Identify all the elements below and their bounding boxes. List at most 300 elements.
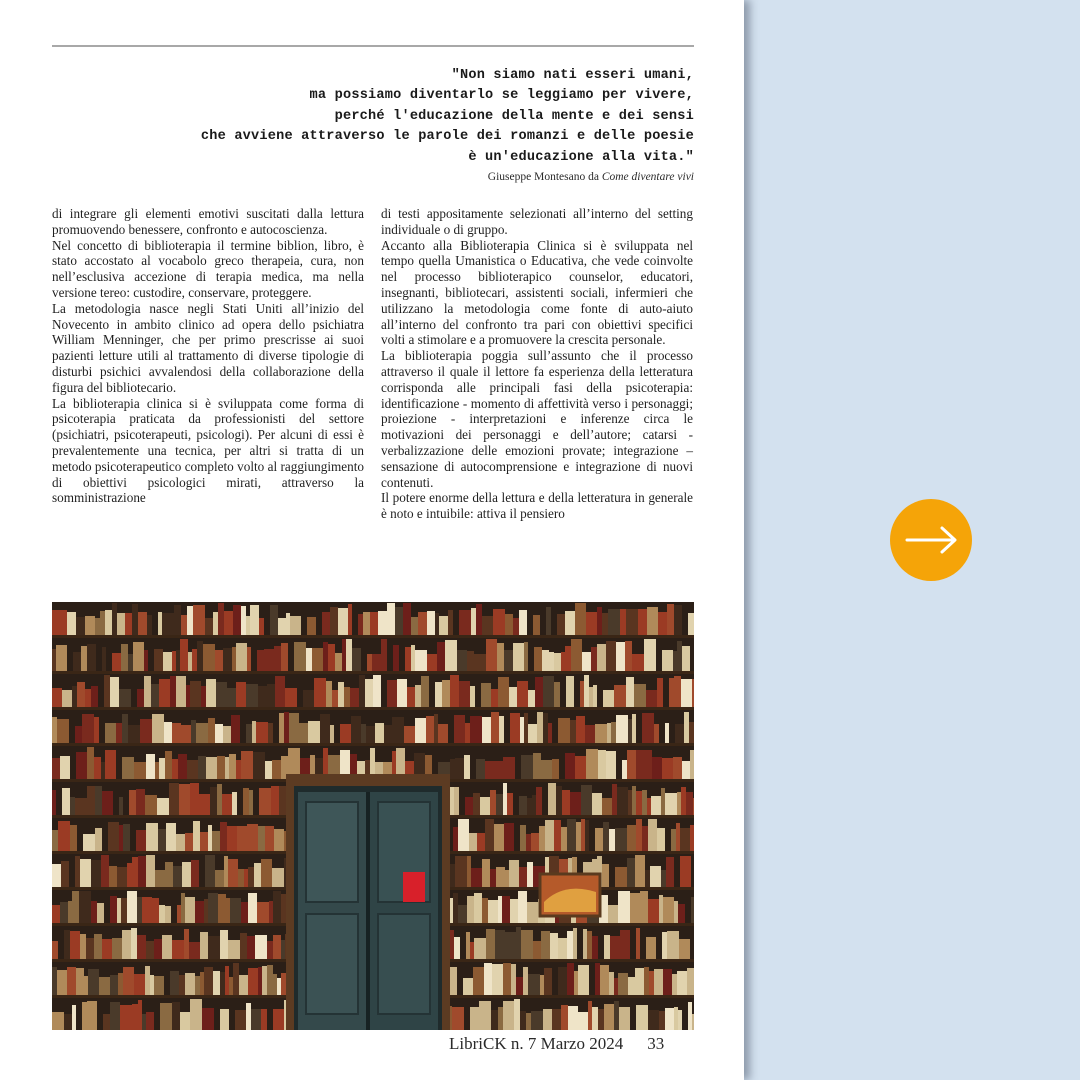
book-spine [177,905,181,924]
book-spine [544,968,552,996]
book-spine [497,761,503,780]
book-spine [638,609,647,636]
book-spine [558,938,567,960]
book-spine [403,603,411,636]
book-spine [482,717,491,744]
book-spine [661,788,665,816]
book-spine [665,793,677,816]
book-spine [473,793,480,816]
book-spine [611,722,616,744]
book-spine [215,650,223,672]
book-spine [526,834,531,852]
book-spine [373,675,381,708]
book-spine [303,690,314,708]
book-spine [692,1014,694,1030]
book-spine [671,829,676,852]
book-spine [277,978,281,996]
book-spine [133,642,144,672]
book-spine [595,724,607,744]
book-spine [366,726,375,744]
book-spine [271,786,279,816]
book-spine [112,653,121,672]
book-spine [105,750,116,780]
book-spine [606,751,616,780]
book-spine [528,690,535,708]
quote-line: che avviene attraverso le parole dei romanzi e delle poesie [200,129,694,145]
book-spine [620,930,630,960]
book-spine [235,1010,246,1030]
book-spine [575,603,586,636]
book-spine [586,612,597,636]
book-spine [229,754,236,780]
book-spine [646,690,657,708]
book-spine [352,648,361,672]
book-spine [450,675,459,708]
book-spine [200,972,204,996]
book-spine [134,974,145,996]
book-spine [264,649,274,672]
book-spine [270,605,278,636]
book-spine [511,964,516,996]
book-spine [322,612,330,636]
book-spine [455,758,464,780]
book-spine [217,784,222,816]
book-spine [105,610,112,636]
book-spine [595,963,600,996]
book-spine [60,756,70,780]
book-spine [626,677,634,708]
book-spine [442,680,450,708]
book-spine [464,755,470,780]
quote-line: "Non siamo nati esseri umani, [451,68,694,83]
book-spine [361,724,366,744]
book-spine [312,648,323,672]
book-spine [332,690,338,708]
book-spine [272,868,284,888]
book-spine [172,723,181,744]
book-spine [466,932,470,960]
quote-line: perché l'educazione della mente e dei sensi [334,108,694,124]
book-spine [70,825,77,852]
book-spine [228,940,240,960]
book-spine [119,797,123,816]
book-spine [537,712,543,744]
book-spine [52,758,60,780]
book-spine [249,790,253,816]
book-spine [650,866,661,888]
book-spine [674,605,682,636]
book-spine [117,613,125,636]
book-spine [641,750,652,780]
book-spine [602,864,609,888]
book-spine [642,790,647,816]
book-spine [158,612,162,636]
book-spine [359,675,365,708]
book-spine [129,790,136,816]
book-spine [172,940,184,960]
book-spine [72,1005,76,1030]
book-spine [592,1007,598,1030]
book-spine [261,859,272,888]
book-spine [644,967,649,996]
book-spine [652,757,662,780]
book-spine [199,794,210,816]
book-spine [159,905,165,924]
book-spine [546,607,551,636]
book-spine [248,867,254,888]
book-spine [232,792,237,816]
book-spine [204,967,213,996]
book-spine [193,605,205,636]
book-spine [269,901,273,924]
book-spine [614,1001,619,1030]
book-spine [642,826,648,852]
book-spine [606,641,616,672]
book-spine [176,650,180,672]
book-spine [692,679,694,708]
book-spine [247,824,258,852]
book-spine [281,973,286,996]
book-spine [484,963,492,996]
book-spine [636,819,642,852]
book-spine [240,933,247,960]
book-spine [627,750,636,780]
book-spine [346,639,352,672]
book-spine [320,714,330,744]
book-spine [246,684,258,708]
book-spine [459,610,471,636]
book-spine [640,891,648,924]
book-spine [144,650,148,672]
book-spine [208,893,218,924]
book-spine [528,724,537,744]
book-spine [593,685,597,708]
book-spine [609,972,614,996]
book-spine [636,928,640,960]
book-spine [507,793,513,816]
book-spine [187,606,193,636]
book-spine [628,790,632,816]
book-spine [583,929,587,960]
book-spine [554,682,560,708]
book-spine [545,820,554,852]
book-spine [527,798,532,816]
book-spine [490,790,496,816]
book-spine [117,867,127,888]
book-spine [80,859,91,888]
book-spine [381,639,387,672]
book-spine [275,676,285,708]
book-spine [52,941,58,960]
book-spine [469,833,477,852]
book-spine [540,975,544,996]
book-spine [205,618,213,636]
book-spine [598,750,606,780]
book-spine [262,966,267,996]
book-spine [216,682,227,708]
book-spine [290,616,301,636]
book-spine [122,930,131,960]
book-spine [350,688,359,708]
book-spine [527,862,533,888]
book-spine [677,792,681,816]
book-spine [81,646,87,672]
book-spine [488,900,498,924]
book-spine [434,714,438,744]
book-spine [338,682,344,708]
book-spine [495,930,505,960]
book-spine [257,902,269,924]
book-spine [682,761,690,780]
book-spine [554,653,561,672]
book-spine [101,855,109,888]
shelf-board [52,743,694,746]
paragraph: La biblioterapia poggia sull’assunto che il processo attraverso il quale il lettore fa esperienza della letteratura corrisponda alle principali fasi della psicoterapia: identificazione - momento di affettività verso i personaggi; proiezione - interpretazioni e inferenze circa le motivazioni dei personaggi e dell’autore; catarsi - verbalizzazione delle emozioni provate; integrazione – sensazione di autocomprensione e integrazione di nuovi contenuti. [381,348,693,490]
book-spine [509,687,517,708]
book-spine [241,751,253,780]
book-spine [185,833,193,852]
book-spine [648,899,659,924]
book-spine [585,725,595,744]
book-spine [634,684,646,708]
book-spine [550,933,558,960]
book-spine [122,757,134,780]
book-spine [162,613,174,636]
book-spine [289,713,299,744]
book-spine [85,616,95,636]
book-spine [681,787,686,816]
book-spine [241,902,248,924]
book-spine [688,613,694,636]
book-spine [274,646,281,672]
book-spine [620,609,626,636]
book-spine [491,712,499,744]
book-spine [662,758,673,780]
book-spine [176,676,186,708]
book-spine [518,891,527,924]
book-spine [608,609,620,636]
book-spine [510,899,518,924]
book-spine [415,685,421,708]
book-spine [616,642,625,672]
book-spine [145,795,157,816]
book-spine [582,652,591,672]
book-spine [188,652,192,672]
book-spine [185,973,195,996]
book-spine [195,901,204,924]
book-spine [673,757,682,780]
book-spine [159,679,170,708]
book-spine [68,901,72,924]
book-spine [635,855,645,888]
book-spine [491,1010,498,1030]
book-spine [636,791,642,816]
book-spine [108,822,119,852]
book-spine [248,968,258,996]
book-spine [241,606,246,636]
book-spine [308,721,320,744]
book-spine [610,936,620,960]
book-spine [516,927,521,960]
book-spine [597,644,606,672]
book-spine [597,607,602,636]
book-spine [112,938,122,960]
book-spine [586,749,598,780]
book-spine [503,783,507,816]
book-spine [306,648,312,672]
book-spine [105,723,116,744]
book-spine [273,974,277,996]
book-spine [482,898,488,924]
book-spine [548,723,552,744]
book-spine [677,641,682,672]
book-spine [535,677,543,708]
book-spine [467,856,471,888]
book-spine [157,798,169,816]
book-spine [387,603,395,636]
book-spine [328,644,335,672]
book-spine [510,713,520,744]
book-spine [187,760,198,780]
book-spine [691,897,694,924]
book-spine [567,931,573,960]
book-spine [67,612,76,636]
book-spine [150,975,154,996]
book-spine [128,725,140,744]
book-spine [486,929,495,960]
quote-work-title: Come diventare vivi [601,171,694,183]
book-spine [279,786,287,816]
book-spine [340,724,351,744]
page-number: 33 [647,1034,665,1053]
book-spine [205,855,215,888]
book-spine [578,965,589,996]
book-spine [146,1012,154,1030]
book-spine [196,723,208,744]
book-spine [257,650,264,672]
book-spine [87,747,94,780]
book-spine [452,1007,464,1030]
book-spine [502,896,510,924]
book-spine [448,610,453,636]
book-spine [247,936,255,960]
book-spine [575,756,586,780]
book-spine [453,893,458,924]
book-spine [407,687,415,708]
book-spine [259,618,264,636]
book-spine [165,906,171,924]
book-spine [232,647,236,672]
next-page-button[interactable] [890,499,972,581]
book-spine [467,651,474,672]
book-spine [636,1005,648,1030]
book-spine [76,752,87,780]
book-spine [255,935,267,960]
book-spine [657,678,663,708]
book-spine [627,858,635,888]
book-spine [678,1010,682,1030]
book-spine [84,976,88,996]
book-spine [201,686,206,708]
book-spine [251,1009,261,1030]
book-spine [378,611,387,636]
book-spine [158,829,166,852]
book-spine [497,643,504,672]
book-spine [437,642,445,672]
book-spine [83,834,95,852]
book-spine [132,857,138,888]
book-spine [519,610,527,636]
book-spine [676,823,680,852]
book-spine [477,833,485,852]
book-spine [628,977,635,996]
book-spine [91,901,97,924]
book-spine [252,721,256,744]
book-spine [661,870,666,888]
book-spine [154,976,164,996]
book-spine [647,607,658,636]
book-spine [463,978,473,996]
book-spine [52,688,62,708]
book-spine [132,604,138,636]
book-spine [100,611,105,636]
book-spine [58,821,70,852]
book-spine [570,720,576,744]
book-spine [490,869,496,888]
book-spine [52,790,56,816]
book-spine [648,1010,659,1030]
book-spine [458,905,467,924]
book-spine [532,795,536,816]
book-spine [284,712,289,744]
book-spine [485,819,494,852]
book-spine [123,967,134,996]
book-spine [589,687,593,708]
book-spine [651,796,661,816]
book-spine [80,934,86,960]
shelf-board [52,671,694,674]
book-spine [326,681,332,708]
book-spine [137,897,142,924]
book-spine [666,857,674,888]
book-spine [152,714,164,744]
book-spine [673,651,677,672]
book-spine [246,724,252,744]
book-spine [454,787,459,816]
book-spine [307,617,316,636]
book-spine [273,935,281,960]
book-spine [248,893,257,924]
book-spine [146,754,155,780]
book-spine [405,647,411,672]
book-spine [585,820,589,852]
quote-line: ma possiamo diventarlo se leggiamo per vivere, [309,88,694,104]
book-spine [197,641,203,672]
book-spine [179,784,190,816]
book-spine [181,615,187,636]
book-spine [82,1002,87,1030]
book-spine [258,826,265,852]
book-spine [494,824,504,852]
book-spine [504,650,513,672]
book-spine [75,798,87,816]
book-spine [173,866,182,888]
shelf-board [52,635,694,638]
book-spine [519,867,527,888]
book-spine [52,1012,64,1030]
book-spine [614,978,618,996]
book-spine [625,641,632,672]
